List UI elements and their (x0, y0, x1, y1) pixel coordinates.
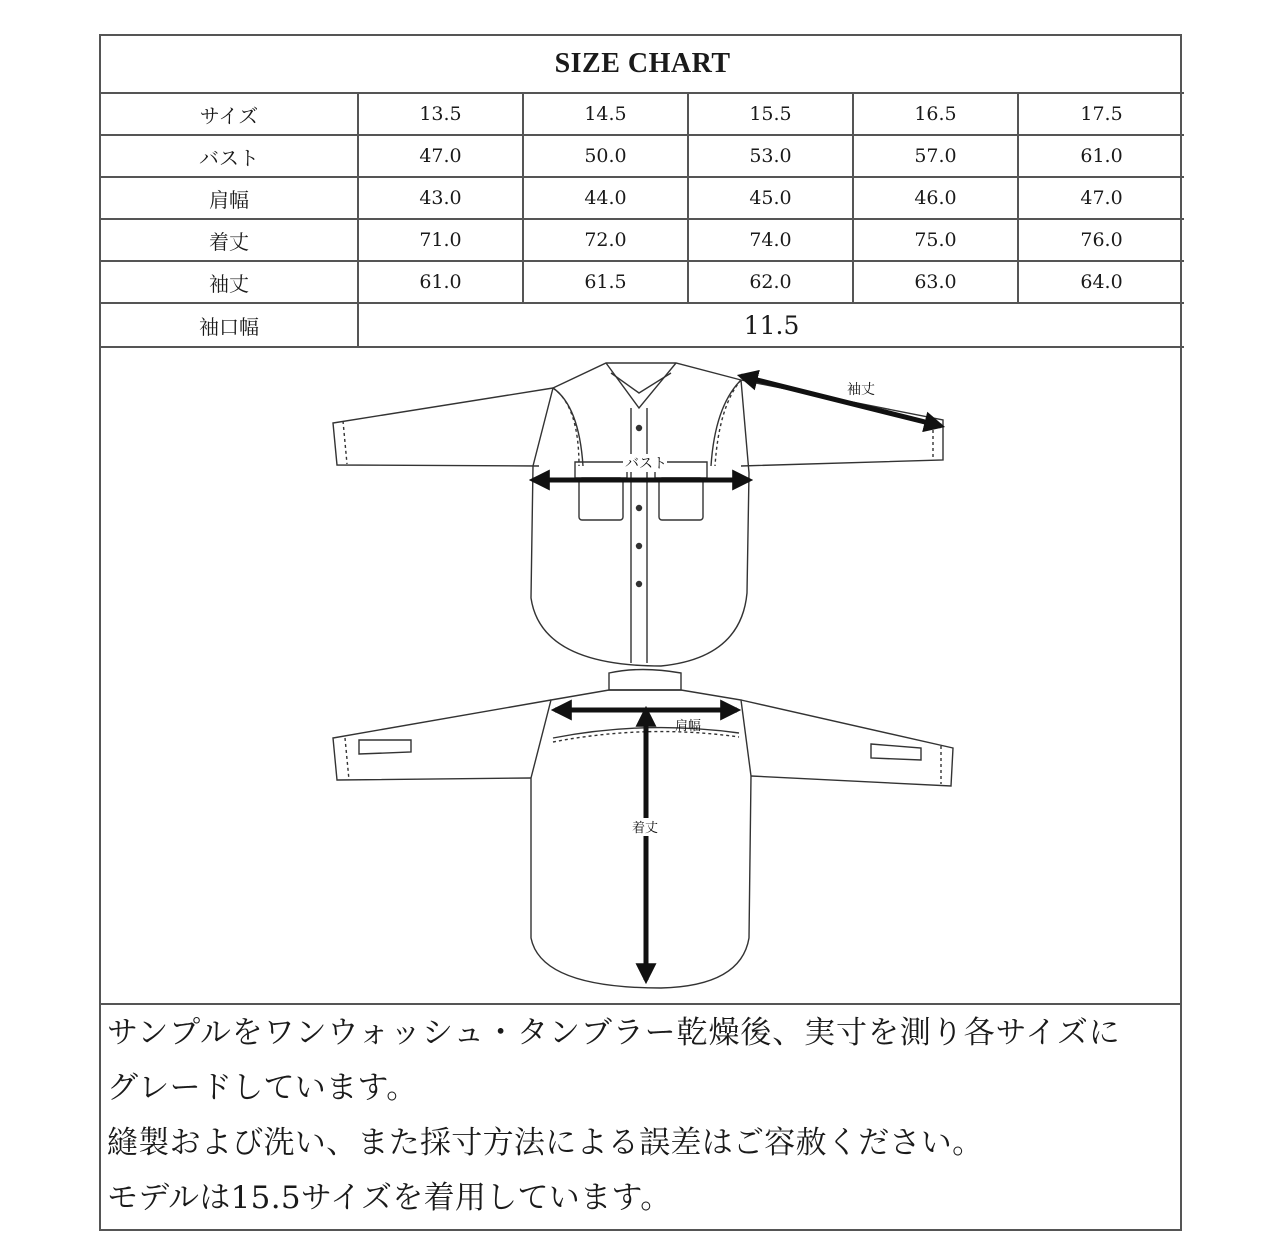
row-label-size: サイズ (101, 93, 358, 135)
table-cell: 47.0 (1018, 177, 1184, 219)
table-cell: 47.0 (358, 135, 523, 177)
table-cell: 16.5 (853, 93, 1018, 135)
table-cell: 45.0 (688, 177, 853, 219)
table-cell: 63.0 (853, 261, 1018, 303)
table-row (101, 261, 1184, 303)
row-label-sleeve: 袖丈 (101, 261, 358, 303)
table-cell: 71.0 (358, 219, 523, 261)
table-cell: 50.0 (523, 135, 688, 177)
table-row (101, 135, 1184, 177)
table-cell: 76.0 (1018, 219, 1184, 261)
sleeve-length-arrow (741, 376, 941, 426)
table-cell: 61.0 (358, 261, 523, 303)
chart-title: SIZE CHART (101, 36, 1184, 93)
measurement-illustration (101, 348, 1180, 1005)
row-label-length: 着丈 (101, 219, 358, 261)
notes-section (107, 1006, 1174, 1226)
size-chart-frame (99, 34, 1182, 1231)
table-cell: 43.0 (358, 177, 523, 219)
table-row (101, 93, 1184, 135)
note-line: グレードしています。 (107, 1070, 418, 1106)
shirt-front-illustration (333, 363, 943, 666)
table-row (101, 177, 1184, 219)
table-row (101, 303, 1184, 347)
cuff-value: 11.5 (358, 303, 1184, 347)
row-label-cuff: 袖口幅 (101, 303, 358, 347)
table-cell: 57.0 (853, 135, 1018, 177)
table-cell: 64.0 (1018, 261, 1184, 303)
table-cell: 14.5 (523, 93, 688, 135)
table-cell: 13.5 (358, 93, 523, 135)
row-label-shoulder: 肩幅 (101, 177, 358, 219)
table-row (101, 219, 1184, 261)
note-line: モデルは15.5サイズを着用しています。 (107, 1180, 672, 1216)
table-cell: 61.5 (523, 261, 688, 303)
table-cell: 75.0 (853, 219, 1018, 261)
table-cell: 15.5 (688, 93, 853, 135)
shirt-diagram (101, 348, 1180, 1003)
note-line: 縫製および洗い、また採寸方法による誤差はご容赦ください。 (107, 1125, 984, 1161)
sleeve-length-label: 袖丈 (847, 382, 875, 398)
bust-label: バスト (625, 456, 667, 472)
shoulder-width-label: 肩幅 (675, 719, 702, 734)
table-cell: 17.5 (1018, 93, 1184, 135)
table-cell: 44.0 (523, 177, 688, 219)
table-cell: 53.0 (688, 135, 853, 177)
body-length-label: 着丈 (632, 821, 659, 836)
table-cell: 62.0 (688, 261, 853, 303)
table-cell: 61.0 (1018, 135, 1184, 177)
table-cell: 74.0 (688, 219, 853, 261)
note-line: サンプルをワンウォッシュ・タンブラー乾燥後、実寸を測り各サイズに (107, 1015, 1121, 1051)
table-cell: 46.0 (853, 177, 1018, 219)
row-label-bust: バスト (101, 135, 358, 177)
table-cell: 72.0 (523, 219, 688, 261)
size-table (101, 36, 1184, 348)
